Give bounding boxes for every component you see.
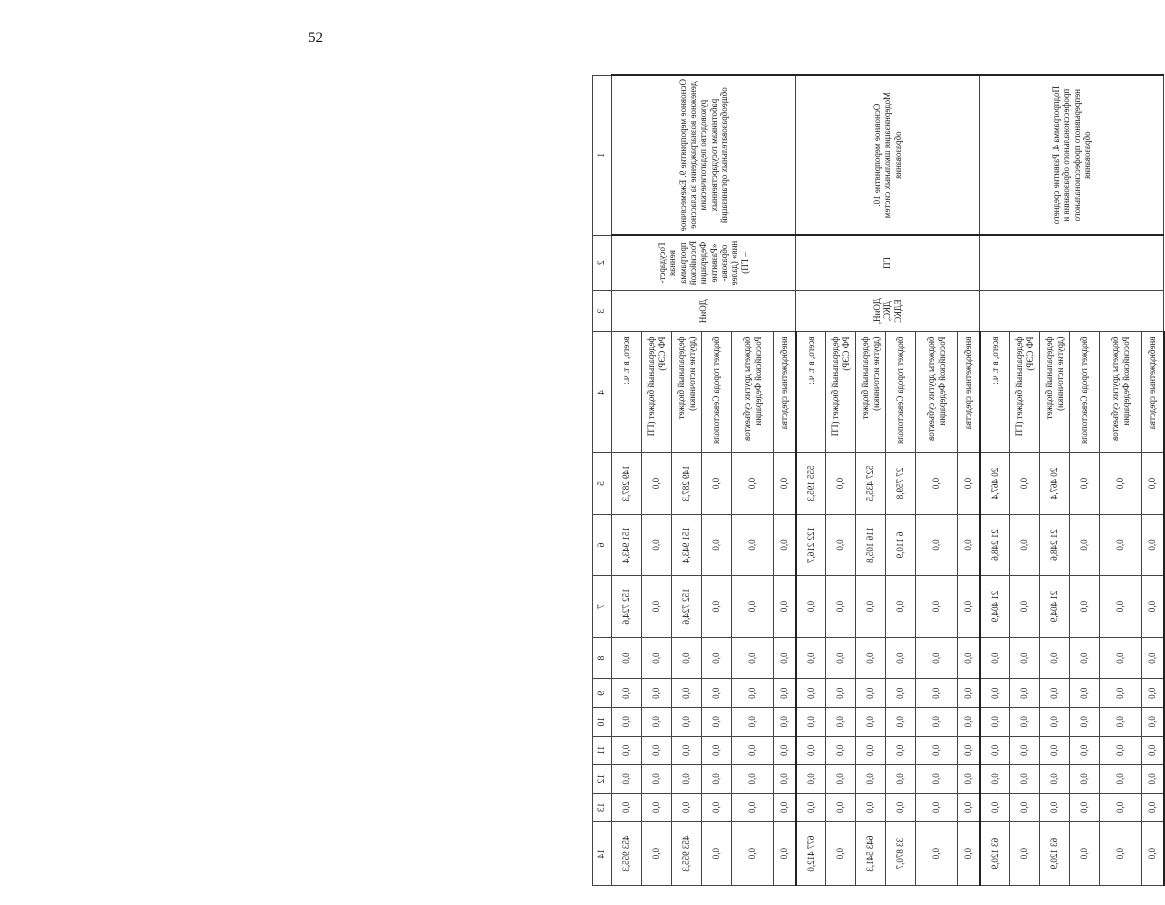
program-name-cell <box>980 235 1164 290</box>
table-row <box>796 75 826 886</box>
year-value-cell: 149 287,3 <box>672 453 702 515</box>
year-value-cell: 0,0 <box>826 793 856 822</box>
year-value-cell: 0,0 <box>856 637 886 679</box>
year-value-cell: 0,0 <box>796 679 826 708</box>
year-value-cell: 0,0 <box>732 736 774 765</box>
year-value-cell: 0,0 <box>774 679 796 708</box>
year-value-cell: 0,0 <box>1070 736 1100 765</box>
table-row <box>980 75 1010 886</box>
executor-cell: ДОиН <box>612 290 796 332</box>
year-value-cell: 0,0 <box>1100 453 1142 515</box>
year-value-cell: 0,0 <box>826 514 856 576</box>
year-value-cell: 149 287,3 <box>612 453 642 515</box>
year-value-cell: 0,0 <box>916 736 958 765</box>
year-value-cell: 0,0 <box>642 708 672 737</box>
year-value-cell: 0,0 <box>732 793 774 822</box>
funding-source-cell: федеральный бюджет (другие источники) <box>672 332 702 453</box>
program-name-cell: ГП <box>796 235 980 290</box>
year-value-cell: 0,0 <box>1010 765 1040 794</box>
year-value-cell: 0,0 <box>826 576 856 638</box>
year-value-cell: 0,0 <box>672 637 702 679</box>
year-value-cell: 0,0 <box>642 736 672 765</box>
column-number-row <box>593 75 612 886</box>
funding-source-cell: бюджет города Севастополя <box>1070 332 1100 453</box>
column-header: 9 <box>593 679 612 708</box>
year-value-cell: 152 724,6 <box>612 576 642 638</box>
total-value-cell: 0,0 <box>732 822 774 886</box>
year-value-cell: 0,0 <box>916 793 958 822</box>
year-value-cell: 0,0 <box>980 637 1010 679</box>
year-value-cell: 0,0 <box>916 679 958 708</box>
year-value-cell: 0,0 <box>1142 514 1164 576</box>
year-value-cell: 6 110,9 <box>886 514 916 576</box>
year-value-cell: 0,0 <box>1100 708 1142 737</box>
total-value-cell: 0,0 <box>702 822 732 886</box>
year-value-cell: 0,0 <box>774 793 796 822</box>
year-value-cell: 122 216,7 <box>796 514 826 576</box>
year-value-cell: 0,0 <box>612 637 642 679</box>
year-value-cell: 0,0 <box>774 637 796 679</box>
year-value-cell: 0,0 <box>1040 765 1070 794</box>
year-value-cell: 0,0 <box>958 637 980 679</box>
column-header: 11 <box>593 736 612 765</box>
year-value-cell: 0,0 <box>1010 514 1040 576</box>
year-value-cell: 0,0 <box>1070 793 1100 822</box>
year-value-cell: 0,0 <box>856 708 886 737</box>
year-value-cell: 0,0 <box>958 679 980 708</box>
year-value-cell: 0,0 <box>1100 793 1142 822</box>
column-header: 5 <box>593 453 612 515</box>
table-row <box>612 75 642 886</box>
year-value-cell: 0,0 <box>774 765 796 794</box>
year-value-cell: 0,0 <box>886 708 916 737</box>
activity-name-cell: Основное мероприятие 10. Модернизация школьных систем образования <box>796 75 980 235</box>
column-header: 3 <box>593 290 612 332</box>
year-value-cell: 0,0 <box>980 765 1010 794</box>
year-value-cell: 0,0 <box>702 765 732 794</box>
year-value-cell: 0,0 <box>856 736 886 765</box>
year-value-cell: 0,0 <box>916 637 958 679</box>
column-header: 12 <box>593 765 612 794</box>
year-value-cell: 0,0 <box>796 793 826 822</box>
year-value-cell: 0,0 <box>642 765 672 794</box>
year-value-cell: 0,0 <box>796 736 826 765</box>
year-value-cell: 0,0 <box>672 708 702 737</box>
year-value-cell: 27 759,8 <box>886 453 916 515</box>
year-value-cell: 0,0 <box>1142 765 1164 794</box>
year-value-cell: 0,0 <box>796 765 826 794</box>
year-value-cell: 0,0 <box>642 679 672 708</box>
year-value-cell: 0,0 <box>958 736 980 765</box>
year-value-cell: 0,0 <box>702 679 732 708</box>
year-value-cell: 0,0 <box>826 453 856 515</box>
year-value-cell: 0,0 <box>1100 765 1142 794</box>
year-value-cell: 0,0 <box>1010 736 1040 765</box>
year-value-cell: 0,0 <box>1100 514 1142 576</box>
year-value-cell: 0,0 <box>774 576 796 638</box>
year-value-cell: 0,0 <box>672 793 702 822</box>
year-value-cell: 0,0 <box>826 736 856 765</box>
column-header: 10 <box>593 708 612 737</box>
year-value-cell: 0,0 <box>980 793 1010 822</box>
year-value-cell: 0,0 <box>796 576 826 638</box>
year-value-cell: 21 404,9 <box>980 576 1010 638</box>
year-value-cell: 0,0 <box>702 576 732 638</box>
year-value-cell: 0,0 <box>612 736 642 765</box>
year-value-cell: 0,0 <box>702 514 732 576</box>
year-value-cell: 0,0 <box>958 453 980 515</box>
year-value-cell: 0,0 <box>826 637 856 679</box>
total-value-cell: 677 412,0 <box>796 822 826 886</box>
total-value-cell: 0,0 <box>774 822 796 886</box>
column-header: 4 <box>593 332 612 453</box>
year-value-cell: 0,0 <box>1142 679 1164 708</box>
year-value-cell: 0,0 <box>642 576 672 638</box>
rotated-table-container <box>592 74 1158 886</box>
column-header: 7 <box>593 576 612 638</box>
year-value-cell: 0,0 <box>856 576 886 638</box>
activity-name-cell: Подпрограмма 4. Развитие среднего профессионального образования и непрерывного профессионального образования <box>980 75 1164 235</box>
funding-table <box>592 74 1165 886</box>
year-value-cell: 0,0 <box>826 708 856 737</box>
funding-source-cell: федеральный бюджет (другие источники) <box>1040 332 1070 453</box>
year-value-cell: 0,0 <box>672 736 702 765</box>
total-value-cell: 63 120,9 <box>1040 822 1070 886</box>
total-value-cell: 33 870,7 <box>886 822 916 886</box>
year-value-cell: 0,0 <box>702 453 732 515</box>
year-value-cell: 0,0 <box>826 679 856 708</box>
year-value-cell: 0,0 <box>916 765 958 794</box>
year-value-cell: 0,0 <box>774 708 796 737</box>
year-value-cell: 0,0 <box>916 576 958 638</box>
year-value-cell: 0,0 <box>1100 679 1142 708</box>
year-value-cell: 0,0 <box>1070 679 1100 708</box>
year-value-cell: 0,0 <box>1070 514 1100 576</box>
column-header: 8 <box>593 637 612 679</box>
activity-name-cell: Основное мероприятие 9. Ежемесячное денежное вознаграждение за классное руководство педагогическим работникам государственных общеобразовательных организаций <box>612 75 796 235</box>
year-value-cell: 0,0 <box>642 793 672 822</box>
year-value-cell: 0,0 <box>958 765 980 794</box>
column-header: 2 <box>593 235 612 290</box>
year-value-cell: 0,0 <box>774 514 796 576</box>
total-value-cell: 0,0 <box>916 822 958 886</box>
year-value-cell: 0,0 <box>958 576 980 638</box>
year-value-cell: 0,0 <box>1070 453 1100 515</box>
funding-source-cell: всего, в т. ч.: <box>612 332 642 453</box>
year-value-cell: 0,0 <box>612 793 642 822</box>
funding-source-cell: внебюджетные средства <box>958 332 980 453</box>
year-value-cell: 0,0 <box>732 576 774 638</box>
year-value-cell: 0,0 <box>856 793 886 822</box>
year-value-cell: 0,0 <box>886 793 916 822</box>
year-value-cell: 0,0 <box>774 453 796 515</box>
year-value-cell: 0,0 <box>612 765 642 794</box>
total-value-cell: 63 120,9 <box>980 822 1010 886</box>
funding-source-cell: всего, в т. ч.: <box>796 332 826 453</box>
year-value-cell: 0,0 <box>1040 708 1070 737</box>
year-value-cell: 0,0 <box>642 453 672 515</box>
total-value-cell: 643 541,3 <box>856 822 886 886</box>
year-value-cell: 0,0 <box>1070 765 1100 794</box>
year-value-cell: 527 435,5 <box>856 453 886 515</box>
table-body <box>612 75 1164 886</box>
year-value-cell: 0,0 <box>612 708 642 737</box>
year-value-cell: 0,0 <box>1010 576 1040 638</box>
year-value-cell: 20 467,4 <box>1040 453 1070 515</box>
year-value-cell: 0,0 <box>612 679 642 708</box>
year-value-cell: 0,0 <box>958 708 980 737</box>
year-value-cell: 0,0 <box>1040 637 1070 679</box>
total-value-cell: 0,0 <box>958 822 980 886</box>
year-value-cell: 0,0 <box>856 765 886 794</box>
total-value-cell: 0,0 <box>1100 822 1142 886</box>
year-value-cell: 0,0 <box>702 736 732 765</box>
year-value-cell: 0,0 <box>856 679 886 708</box>
year-value-cell: 0,0 <box>642 637 672 679</box>
year-value-cell: 0,0 <box>886 637 916 679</box>
funding-source-cell: всего, в т. ч.: <box>980 332 1010 453</box>
funding-source-cell: внебюджетные средства <box>774 332 796 453</box>
year-value-cell: 0,0 <box>702 637 732 679</box>
year-value-cell: 0,0 <box>732 514 774 576</box>
total-value-cell: 0,0 <box>642 822 672 886</box>
year-value-cell: 0,0 <box>1040 679 1070 708</box>
funding-source-cell: бюджеты других субъектов Российской Федерации <box>732 332 774 453</box>
year-value-cell: 0,0 <box>1040 793 1070 822</box>
total-value-cell: 453 955,3 <box>672 822 702 886</box>
year-value-cell: 0,0 <box>1010 453 1040 515</box>
year-value-cell: 0,0 <box>732 453 774 515</box>
funding-source-cell: федеральный бюджет (ГП РФ СЭР) <box>642 332 672 453</box>
funding-source-cell: бюджеты других субъектов Российской Федерации <box>916 332 958 453</box>
funding-source-cell: федеральный бюджет (другие источники) <box>856 332 886 453</box>
year-value-cell: 0,0 <box>796 708 826 737</box>
column-header: 13 <box>593 793 612 822</box>
year-value-cell: 0,0 <box>1010 708 1040 737</box>
year-value-cell: 0,0 <box>642 514 672 576</box>
executor-cell: ДОиН, ДКС, ЕДКС <box>796 290 980 332</box>
year-value-cell: 0,0 <box>1070 576 1100 638</box>
year-value-cell: 0,0 <box>702 708 732 737</box>
year-value-cell: 0,0 <box>774 736 796 765</box>
total-value-cell: 0,0 <box>1070 822 1100 886</box>
year-value-cell: 0,0 <box>732 679 774 708</box>
year-value-cell: 555 195,3 <box>796 453 826 515</box>
year-value-cell: 21 404,9 <box>1040 576 1070 638</box>
year-value-cell: 152 724,6 <box>672 576 702 638</box>
year-value-cell: 0,0 <box>916 453 958 515</box>
year-value-cell: 0,0 <box>702 793 732 822</box>
year-value-cell: 0,0 <box>1142 793 1164 822</box>
funding-source-cell: федеральный бюджет (ГП РФ СЭР) <box>826 332 856 453</box>
funding-source-cell: бюджет города Севастополя <box>702 332 732 453</box>
year-value-cell: 0,0 <box>1100 736 1142 765</box>
year-value-cell: 0,0 <box>886 679 916 708</box>
year-value-cell: 151 943,4 <box>672 514 702 576</box>
year-value-cell: 0,0 <box>958 793 980 822</box>
year-value-cell: 21 248,6 <box>1040 514 1070 576</box>
total-value-cell: 0,0 <box>1142 822 1164 886</box>
year-value-cell: 0,0 <box>732 765 774 794</box>
year-value-cell: 0,0 <box>1040 736 1070 765</box>
year-value-cell: 0,0 <box>1142 736 1164 765</box>
column-header: 14 <box>593 822 612 886</box>
year-value-cell: 0,0 <box>1070 637 1100 679</box>
column-header: 6 <box>593 514 612 576</box>
page-number: 52 <box>308 30 323 46</box>
executor-cell <box>980 290 1164 332</box>
year-value-cell: 0,0 <box>980 679 1010 708</box>
year-value-cell: 0,0 <box>1142 637 1164 679</box>
total-value-cell: 0,0 <box>1010 822 1040 886</box>
year-value-cell: 0,0 <box>672 679 702 708</box>
program-name-cell: Государственная программа Российской Федерации «Развитие образования» (далее – ГП) <box>612 235 796 290</box>
year-value-cell: 0,0 <box>980 708 1010 737</box>
year-value-cell: 0,0 <box>886 765 916 794</box>
year-value-cell: 0,0 <box>672 765 702 794</box>
year-value-cell: 0,0 <box>1010 637 1040 679</box>
year-value-cell: 151 943,4 <box>612 514 642 576</box>
year-value-cell: 0,0 <box>1010 793 1040 822</box>
year-value-cell: 0,0 <box>1142 453 1164 515</box>
year-value-cell: 0,0 <box>1142 576 1164 638</box>
table-frame <box>92 74 1158 886</box>
year-value-cell: 21 248,6 <box>980 514 1010 576</box>
funding-source-cell: бюджеты других субъектов Российской Федерации <box>1100 332 1142 453</box>
year-value-cell: 0,0 <box>1100 637 1142 679</box>
year-value-cell: 0,0 <box>826 765 856 794</box>
total-value-cell: 0,0 <box>826 822 856 886</box>
year-value-cell: 0,0 <box>980 736 1010 765</box>
year-value-cell: 0,0 <box>1070 708 1100 737</box>
year-value-cell: 0,0 <box>732 637 774 679</box>
funding-source-cell: федеральный бюджет (ГП РФ СЭР) <box>1010 332 1040 453</box>
funding-source-cell: внебюджетные средства <box>1142 332 1164 453</box>
year-value-cell: 0,0 <box>886 576 916 638</box>
year-value-cell: 0,0 <box>1100 576 1142 638</box>
year-value-cell: 0,0 <box>732 708 774 737</box>
column-header: 1 <box>593 75 612 235</box>
year-value-cell: 116 105,8 <box>856 514 886 576</box>
funding-source-cell: бюджет города Севастополя <box>886 332 916 453</box>
year-value-cell: 0,0 <box>916 708 958 737</box>
year-value-cell: 0,0 <box>916 514 958 576</box>
year-value-cell: 0,0 <box>1142 708 1164 737</box>
year-value-cell: 0,0 <box>958 514 980 576</box>
year-value-cell: 0,0 <box>796 637 826 679</box>
total-value-cell: 453 955,3 <box>612 822 642 886</box>
year-value-cell: 0,0 <box>1010 679 1040 708</box>
year-value-cell: 0,0 <box>886 736 916 765</box>
year-value-cell: 20 467,4 <box>980 453 1010 515</box>
